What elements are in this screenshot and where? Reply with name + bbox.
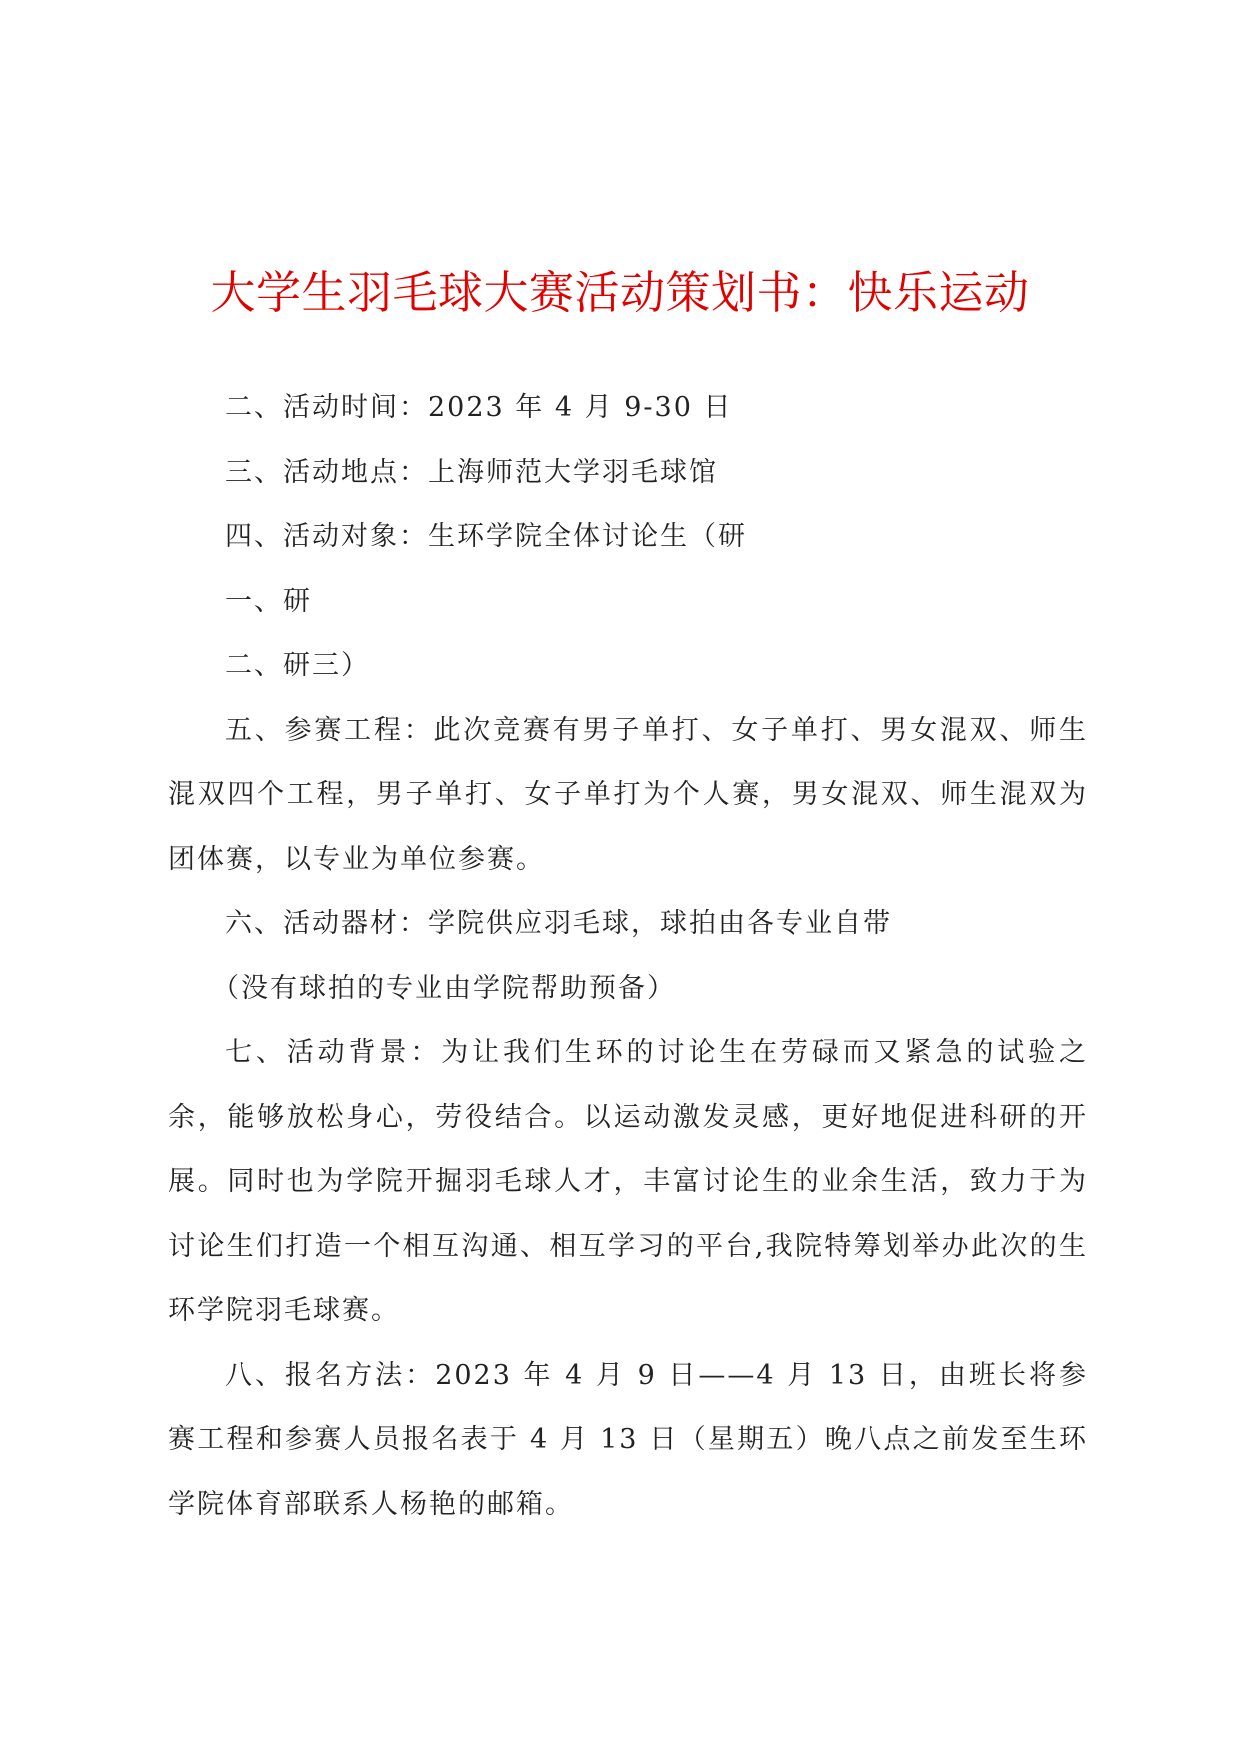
paragraph-activity-time: 二、活动时间：2023 年 4 月 9-30 日 [225,392,733,423]
document-title: 大学生羽毛球大赛活动策划书：快乐运动 [210,266,1030,319]
paragraph-equipment: 六、活动器材：学院供应羽毛球，球拍由各专业自带 [225,908,892,939]
paragraph-grade-two: 二、研三） [225,650,370,681]
paragraph-activity-location: 三、活动地点：上海师范大学羽毛球馆 [225,456,718,488]
paragraph-background: 七、活动背景：为让我们生环的讨论生在劳碌而又紧急的试验之余，能够放松身心，劳役结合。以运动激发灵感，更好地促进科研的开展。同时也为学院开掘羽毛球人才，丰富讨论生的业余生活，致力于为讨论生们打造一个相互沟通、相互学习的平台,我院特筹划举办此次的生环学院羽毛球赛。 [168,1037,1088,1326]
paragraph-events: 五、参赛工程：此次竞赛有男子单打、女子单打、男女混双、师生混双四个工程，男子单打、女子单打为个人赛，男女混双、师生混双为团体赛，以专业为单位参赛。 [168,714,1088,875]
document-body [168,376,1088,1537]
paragraph-equipment-note: （没有球拍的专业由学院帮助预备） [212,972,676,1004]
paragraph-registration: 八、报名方法：2023 年 4 月 9 日——4 月 13 日，由班长将参赛工程和参赛人员报名表于 4 月 13 日（星期五）晚八点之前发至生环学院体育部联系人杨艳的邮箱。 [168,1359,1088,1520]
paragraph-activity-target: 四、活动对象：生环学院全体讨论生（研 [225,521,747,552]
paragraph-grade-one: 一、研 [225,585,312,617]
